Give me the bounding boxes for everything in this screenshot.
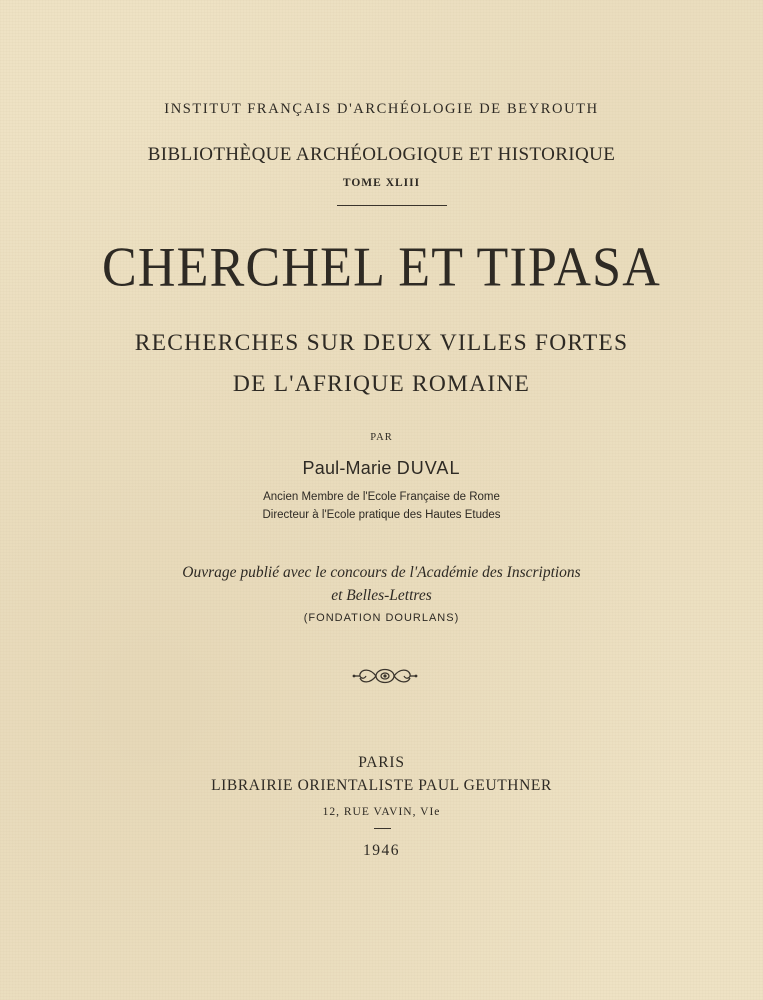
author-credential-2: Directeur à l'Ecole pratique des Hautes Etudes [262, 509, 501, 521]
imprint-city: PARIS [358, 754, 405, 771]
institute-name: INSTITUT FRANÇAIS D'ARCHÉOLOGIE DE BEYROUTH [164, 101, 599, 117]
publication-note-line-1: Ouvrage publié avec le concours de l'Académie des Inscriptions [182, 564, 581, 581]
foundation-name: (FONDATION DOURLANS) [303, 612, 460, 624]
header-rule [337, 205, 447, 206]
by-label: PAR [370, 432, 393, 443]
imprint-publisher: LIBRAIRIE ORIENTALISTE PAUL GEUTHNER [211, 777, 552, 794]
decorative-fleuron-icon [351, 664, 419, 688]
imprint-address: 12, RUE VAVIN, VIe [322, 806, 441, 818]
author-surname: DUVAL [396, 458, 461, 478]
imprint-dash [374, 828, 391, 829]
book-title: CHERCHEL ET TIPASA [101, 237, 662, 299]
author-credential-1: Ancien Membre de l'Ecole Française de Rome [263, 491, 500, 503]
author-name [0, 458, 763, 479]
author-first-names: Paul-Marie [302, 458, 392, 478]
series-name: BIBLIOTHÈQUE ARCHÉOLOGIQUE ET HISTORIQUE [147, 144, 616, 165]
publication-note-line-2: et Belles-Lettres [331, 587, 432, 604]
subtitle-line-1: RECHERCHES SUR DEUX VILLES FORTES [134, 330, 629, 356]
publication-year: 1946 [363, 842, 400, 859]
volume-number: TOME XLIII [342, 177, 421, 189]
subtitle-line-2: DE L'AFRIQUE ROMAINE [232, 371, 531, 397]
